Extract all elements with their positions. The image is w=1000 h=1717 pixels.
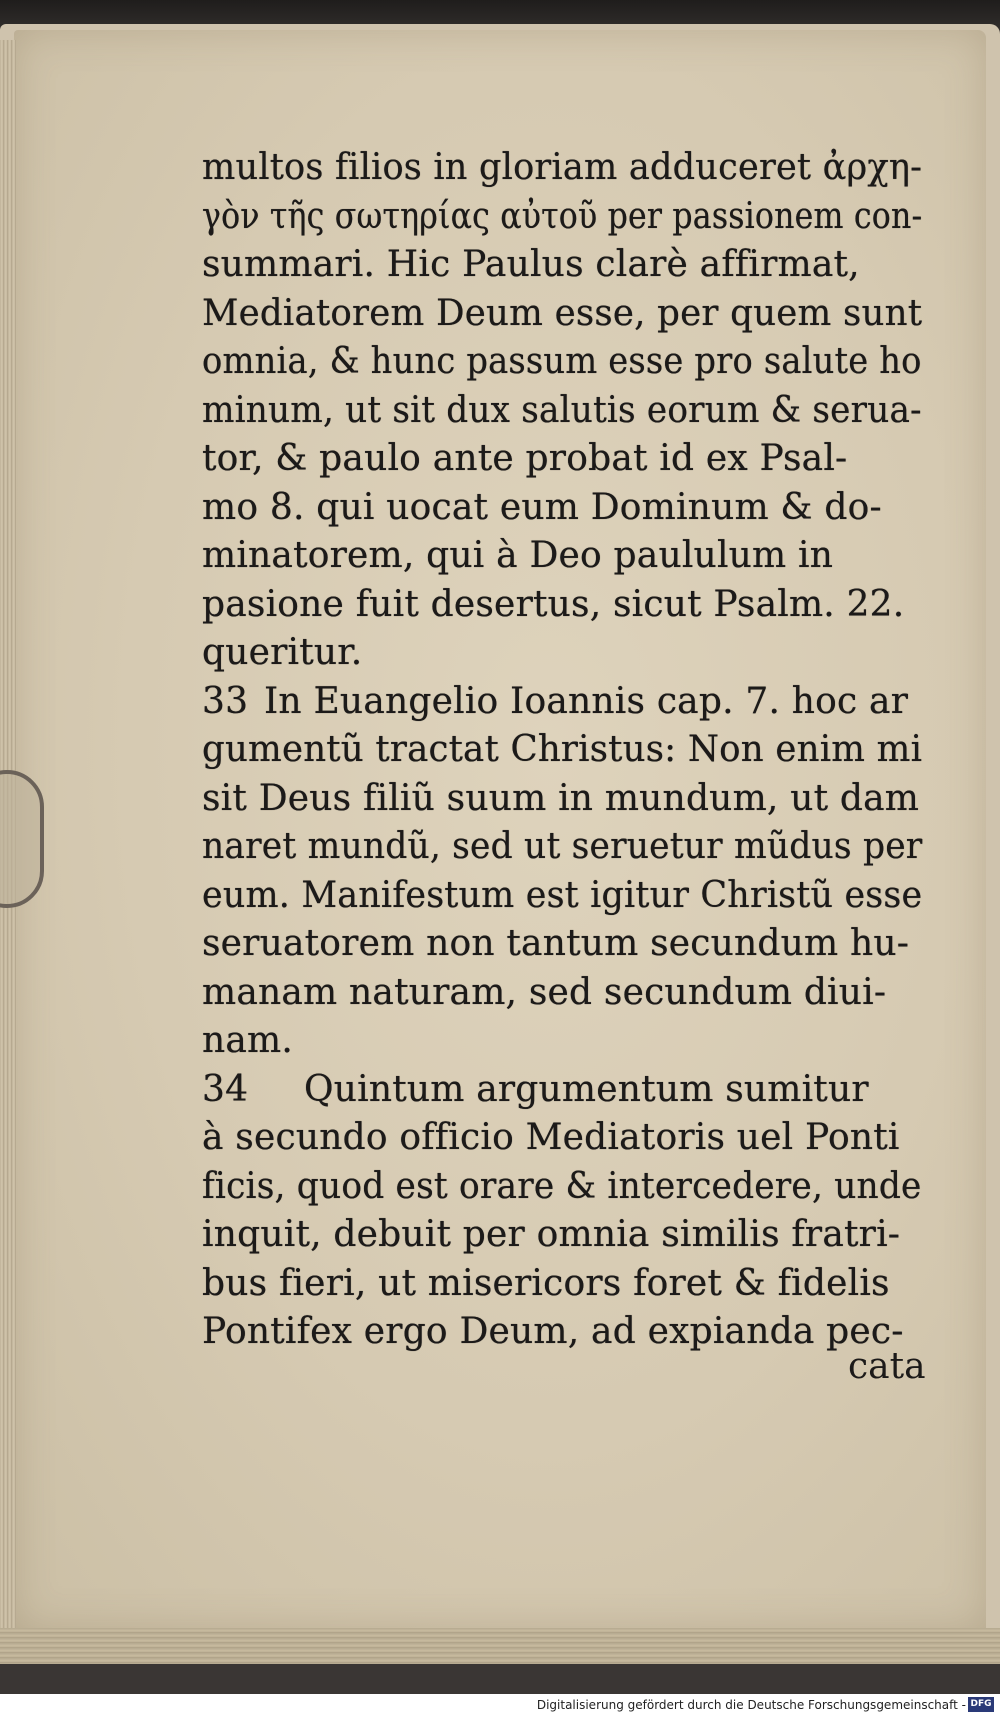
text-line: nam. [202, 1020, 294, 1061]
binding-clasp [0, 770, 44, 908]
text-line: Pontifex ergo Deum, ad expianda pec- [202, 1311, 904, 1352]
text-line: seruatorem non tantum secundum hu- [202, 923, 910, 964]
text-line: minum, ut sit dux salutis eorum & serua- [202, 389, 922, 431]
text-line: multos filios in gloriam adduceret ἀρχη- [202, 147, 923, 188]
text-line: omnia, & hunc passum esse pro salute ho [202, 341, 922, 382]
text-line: eum. Manifestum est igitur Christũ esse [202, 874, 923, 916]
paragraph-34-first-line [202, 1066, 922, 1115]
text-line: mo 8. qui uocat eum Dominum & do- [202, 486, 882, 528]
text-line: γὸν τῆς σωτηρίας αὐτοῦ per passionem con- [202, 195, 923, 237]
page-text-block [202, 144, 922, 1357]
paragraph-33-first-line [202, 678, 922, 727]
text-line: queritur. [202, 632, 363, 673]
text-line: manam naturam, sed secundum diui- [202, 971, 887, 1013]
text-line: ficis, quod est orare & intercedere, unde [202, 1165, 922, 1207]
text-line: tor, & paulo ante probat id ex Psal- [202, 438, 848, 479]
page-edges-bottom [0, 1628, 1000, 1664]
text-line: à secundo officio Mediatoris uel Ponti [202, 1117, 900, 1158]
text-line: summari. Hic Paulus clarè affirmat, [202, 244, 860, 285]
text-line: Mediatorem Deum esse, per quem sunt [202, 292, 923, 334]
text-line: minatorem, qui à Deo paululum in [202, 535, 834, 576]
text-line: Quintum argumentum sumitur [304, 1068, 869, 1110]
text-line: inquit, debuit per omnia similis fratri- [202, 1214, 901, 1255]
paragraph-number: 33 [202, 680, 249, 722]
text-line: pasione fuit desertus, sicut Psalm. 22. [202, 583, 905, 625]
text-line: naret mundũ, sed ut seruetur mũdus per [202, 826, 923, 867]
text-line: sit Deus filiũ suum in mundum, ut dam [202, 777, 920, 819]
text-line: bus fieri, ut misericors foret & fidelis [202, 1262, 890, 1304]
text-line: In Euangelio Ioannis cap. 7. hoc ar [264, 680, 909, 722]
paragraph-number: 34 [202, 1068, 249, 1110]
text-line: gumentũ tractat Christus: Non enim mi [202, 729, 923, 770]
funding-notice: Digitalisierung gefördert durch die Deutsche Forschungsgemeinschaft - [536, 1698, 966, 1712]
catchword: cata [848, 1346, 926, 1387]
dfg-logo-icon: DFG [968, 1697, 994, 1712]
